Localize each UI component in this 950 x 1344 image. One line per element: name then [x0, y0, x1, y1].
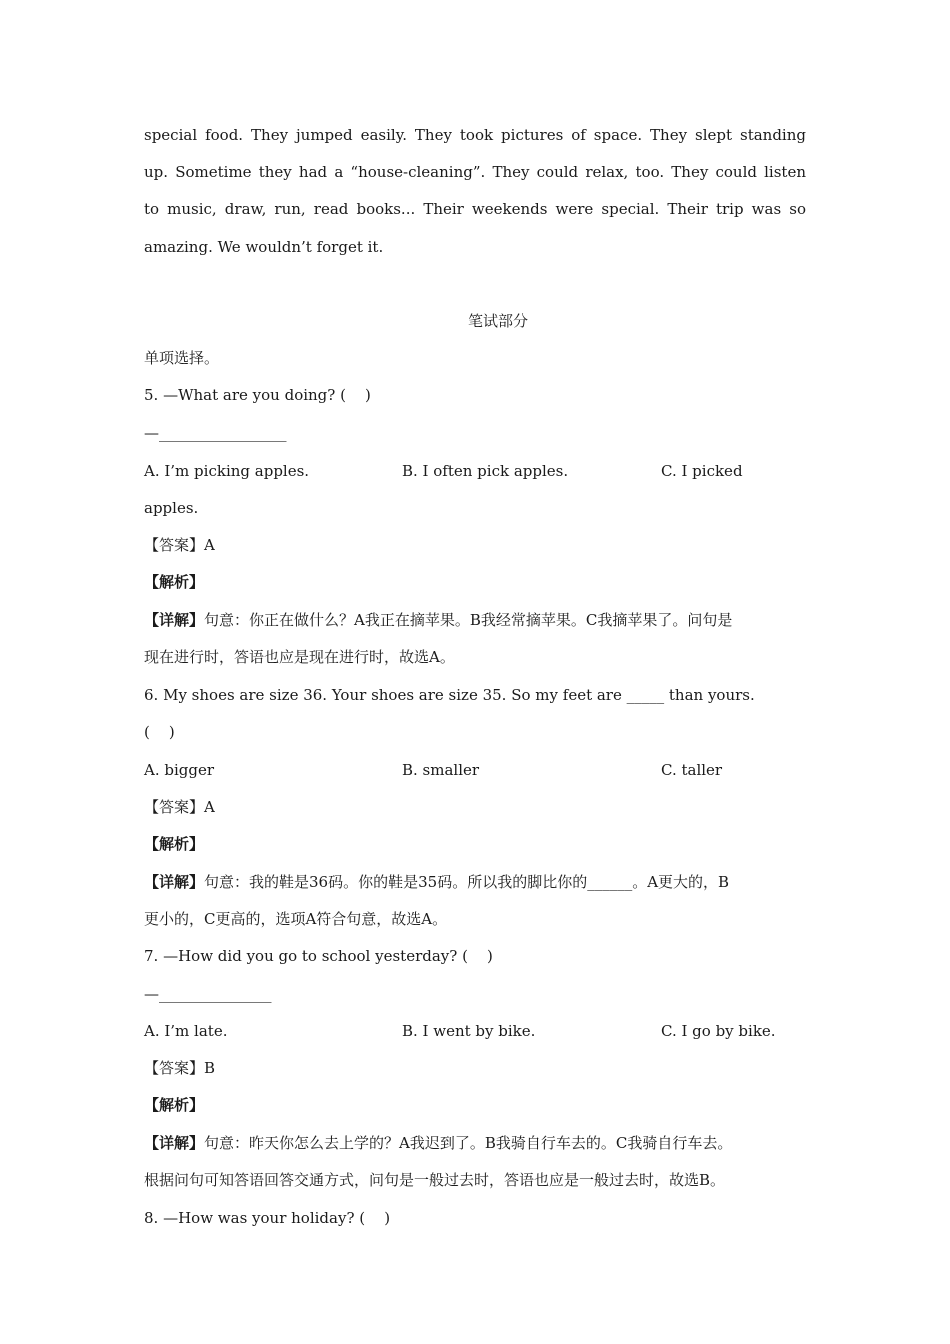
q7-question: 7. —How did you go to school yesterday? ( )	[144, 947, 493, 965]
q7-answer: 【答案】B	[144, 1059, 216, 1077]
q5-option-c: C. I picked	[661, 462, 743, 480]
section-title: 笔试部分	[467, 312, 528, 330]
q6-detail-label: 【详解】	[144, 873, 205, 891]
q5-answer-blank: —_________________	[144, 424, 287, 442]
q5-option-a: A. I’m picking apples.	[144, 462, 310, 480]
q7-option-c: C. I go by bike.	[661, 1022, 776, 1040]
q7-option-b: B. I went by bike.	[402, 1022, 536, 1040]
q6-option-a: A. bigger	[144, 761, 215, 779]
q7-analysis-label: 【解析】	[144, 1096, 205, 1114]
passage-line-1: special food. They jumped easily. They took pictures of space. They slept standing	[144, 126, 806, 144]
passage-line-2: up. Sometime they had a “house-cleaning”. They could relax, too. They could listen	[144, 163, 806, 181]
passage-line-3: to music, draw, run, read books... Their weekends were special. Their trip was so	[144, 200, 806, 218]
q5-detail-line-2: 现在进行时，答语也应是现在进行时，故选A。	[144, 648, 455, 666]
q5-option-b: B. I often pick apples.	[402, 462, 569, 480]
q5-question: 5. —What are you doing? ( )	[144, 386, 371, 404]
passage-line-4: amazing. We wouldn’t forget it.	[144, 238, 384, 256]
q6-detail-text-1: 句意：我的鞋是36码。你的鞋是35码。所以我的脚比你的______。A更大的，B	[204, 873, 730, 891]
q5-option-c-continued: apples.	[144, 499, 199, 517]
q6-question-line-1: 6. My shoes are size 36. Your shoes are size 35. So my feet are _____ than yours.	[144, 686, 755, 704]
section-subtitle: 单项选择。	[144, 349, 220, 367]
q7-detail-line-1	[144, 1133, 732, 1153]
q7-detail-line-2: 根据问句可知答语回答交通方式，问句是一般过去时，答语也应是一般过去时，故选B。	[144, 1171, 726, 1189]
q8-question: 8. —How was your holiday? ( )	[144, 1209, 391, 1227]
q6-option-b: B. smaller	[402, 761, 480, 779]
q5-detail-text-1: 句意：你正在做什么？A我正在摘苹果。B我经常摘苹果。C我摘苹果了。问句是	[204, 611, 733, 629]
q7-detail-text-1: 句意：昨天你怎么去上学的？A我迟到了。B我骑自行车去的。C我骑自行车去。	[204, 1134, 733, 1152]
q5-analysis-label: 【解析】	[144, 573, 205, 591]
q6-analysis-label: 【解析】	[144, 835, 205, 853]
q6-question-line-2: ( )	[144, 723, 175, 741]
q7-option-a: A. I’m late.	[144, 1022, 228, 1040]
q5-detail-line-1	[144, 610, 732, 630]
q6-option-c: C. taller	[661, 761, 723, 779]
q7-answer-blank: —_______________	[144, 985, 272, 1003]
q6-detail-line-1	[144, 872, 729, 892]
q5-detail-label: 【详解】	[144, 611, 205, 629]
q5-answer: 【答案】A	[144, 536, 215, 554]
q6-detail-line-2: 更小的，C更高的，选项A符合句意，故选A。	[144, 910, 448, 928]
q6-answer: 【答案】A	[144, 798, 215, 816]
q7-detail-label: 【详解】	[144, 1134, 205, 1152]
